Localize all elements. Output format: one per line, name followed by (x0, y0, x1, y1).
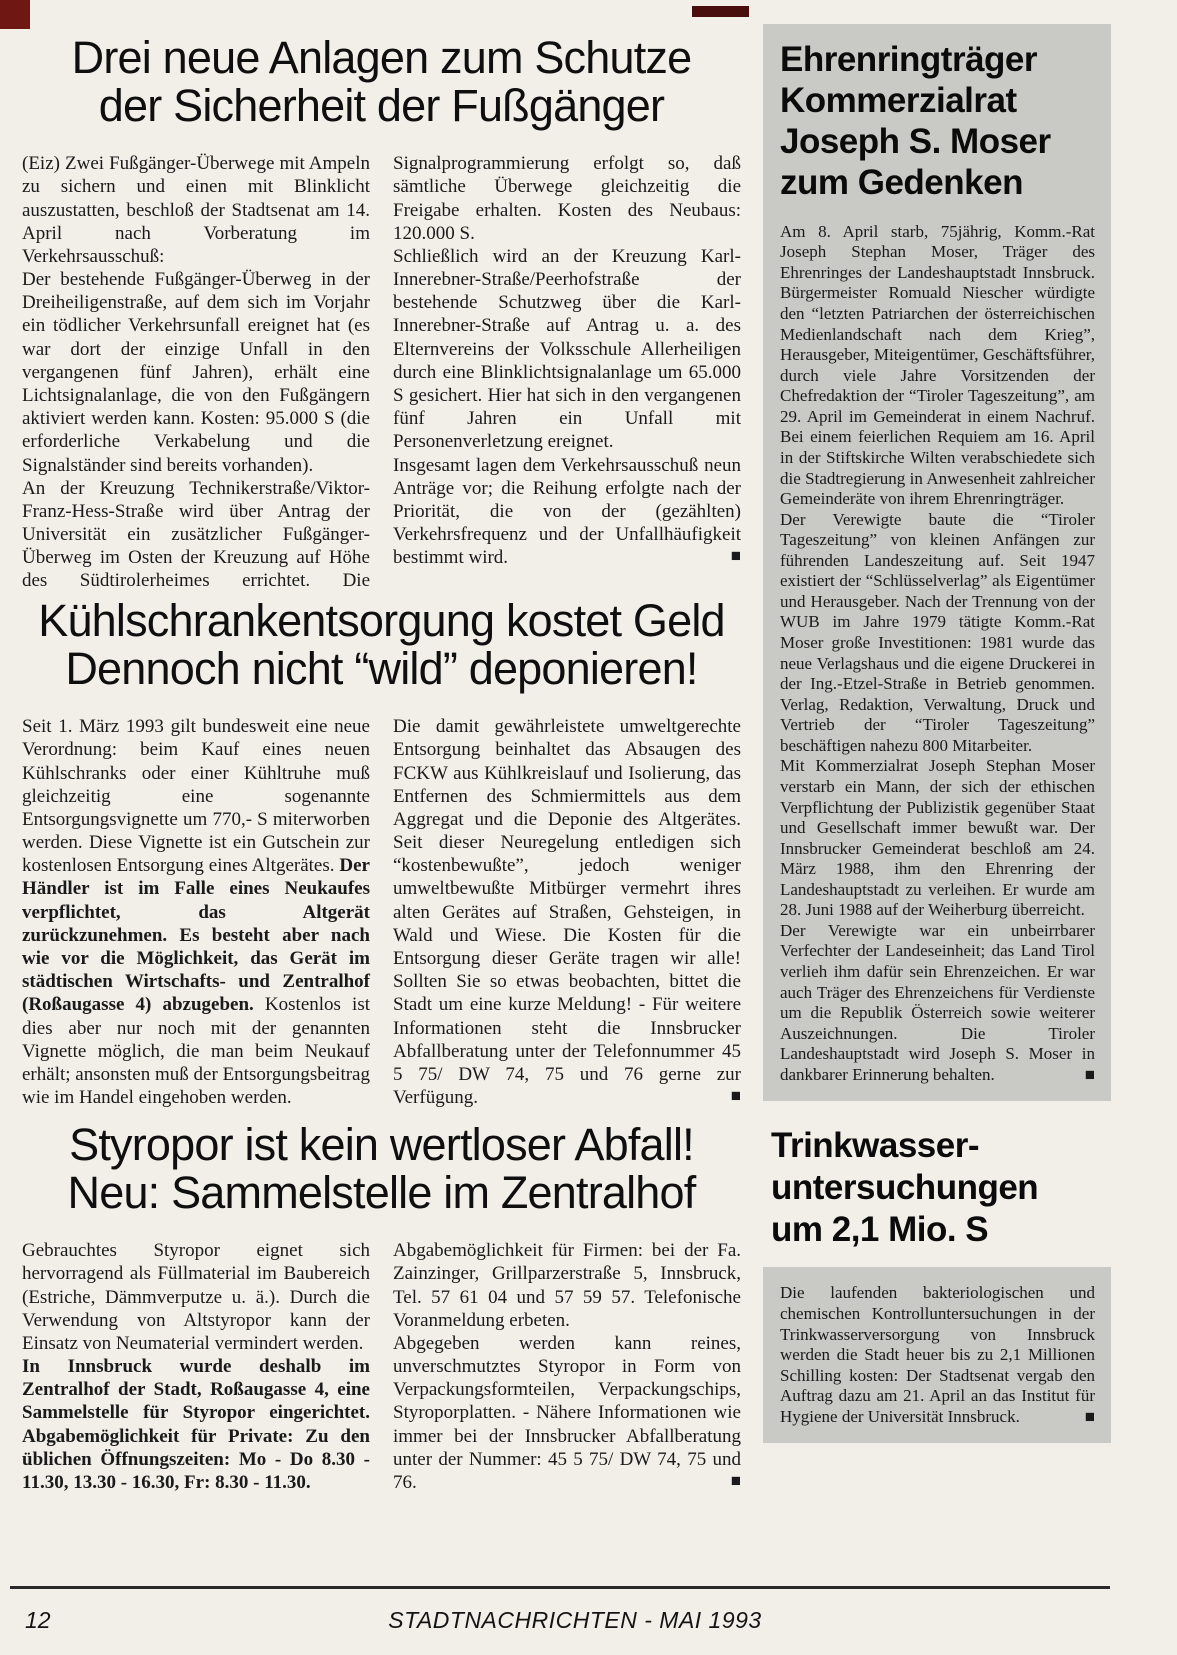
article-body (22, 715, 741, 1109)
journal-title-footer: STADTNACHRICHTEN - MAI 1993 (388, 1607, 762, 1633)
footer-rule (10, 1586, 1110, 1589)
paragraph: Die damit gewährleistete umweltgerechte Entsorgung beinhaltet das Absaugen des FCKW aus Kühlkreislauf und Isolierung, das Entfernen des Schmiermittels aus dem Aggregat und die Deponie des Altgerätes. Seit dieser Neuregelung entledigen sich “kostenbewußte”, jedoch weniger umweltbewußte Mitbürger vermehrt ihres alten Gerätes auf Straßen, Gehsteigen, in Wald und Wiese. Die Kosten für die Entsorgung dieser Geräte tragen wir alle! Sollten Sie so etwas beobachten, bittet die Stadt um eine kurze Meldung! - Für weitere Informationen steht die Innsbrucker Abfallberatung unter der Telefonnummer 45 5 75/ DW 74, 75 und 76 gerne zur Verfügung. ■ (393, 716, 741, 1109)
paragraph: Der Verewigte baute die “Tiroler Tageszeitung” von kleinen Anfängen zur führenden Landeszeitung auf. Seit 1947 existiert der “Schlüsselverlag” als Eigentümer und Herausgeber. Nach der Trennung von der WUB im Jahre 1979 tätigte Komm.-Rat Moser große Investitionen: 1981 wurde das neue Verlagshaus und die eigene Druckerei in der Ing.-Etzel-Straße in Betrieb genommen. Verlag, Redaktion, Verwaltung, Druck und Vertrieb der “Tiroler Tageszeitung” beschäftigen nahezu 800 Mitarbeiter. (780, 509, 1095, 755)
paragraph: Seit 1. März 1993 gilt bundesweit eine neue Verordnung: beim Kauf eines neuen Kühlschranks oder einer Kühltruhe muß gleichzeitig eine sogenannte Entsorgungsvignette um 770,- S miterworben werden. Diese Vignette ist ein Gutschein zur kostenlosen Entsorgung eines Altgerätes. Der Händler ist im Falle eines Neukaufes verpflichtet, das Altgerät zurückzunehmen. Es besteht aber nach wie vor die Möglichkeit, das Gerät im städtischen Wirtschafts- und Zentralhof (Roßaugasse 4) abzugeben. Kostenlos ist dies aber nur noch mit der genannten Vignette möglich, die man beim Neukauf erhält; ansonsten muß der Entsorgungsbeitrag wie im Handel eingehoben werden. (22, 716, 370, 1109)
article-title: Drei neue Anlagen zum Schutze der Sicherheit der Fußgänger (71, 32, 692, 132)
article-body (22, 1239, 741, 1494)
paragraph: Der bestehende Fußgänger-Überweg in der Dreiheiligenstraße, auf dem sich im Vorjahr ein tödlicher Verkehrsunfall ereignet hat (es war dort der einzige Unfall in den vergangenen fünf Jahren), erhält eine Lichtsignalanlage, die von den Fußgängern aktiviert werden kann. Kosten: 95.000 S (die erforderliche Verkabelung und die Signalständer sind bereits vorhanden). (22, 269, 370, 476)
sidebar-article-body (780, 222, 1095, 1086)
page-footer (10, 1603, 1140, 1643)
paragraph: Insgesamt lagen dem Verkehrsausschuß neun Anträge vor; die Reihung erfolgte nach der Priorität, die von der (gezählten) Verkehrsfrequenz und der Unfallhäufigkeit bestimmt wird. ■ (393, 454, 741, 569)
paragraph: Schließlich wird an der Kreuzung Karl-Innerebner-Straße/Peerhofstraße der bestehende Schutzweg über die Karl-Innerebner-Straße auf Antrag u. a. des Elternvereins der Volksschule Allerheiligen durch eine Blinklichtsignalanlage um 65.000 S gesichert. Hier hat sich in den vergangenen fünf Jahren ein Unfall mit Personenverletzung ereignet. (393, 245, 741, 453)
page-corner-print-mark (0, 0, 30, 29)
end-of-article-mark: ■ (1084, 1064, 1095, 1084)
paragraph: Abgegeben werden kann reines, unverschmutztes Styropor in Form von Verpackungsformteilen, Verpackungschips, Styroporplatten. - Nähere Informationen wie immer bei der Innsbrucker Abfallberatung unter der Nummer: 45 5 75/ DW 74, 75 und 76. ■ (393, 1332, 741, 1493)
paragraph: Mit Kommerzialrat Joseph Stephan Moser verstarb ein Mann, der sich der ethischen Verpflichtung der Publizistik gegenüber Staat und Gesellschaft immer bewußt war. Der Innsbrucker Gemeinderat beschloß am 24. März 1988, ihm den Ehrenring der Landeshauptstadt zu verleihen. Er wurde am 28. Juni 1988 auf der Weiherburg überreicht. (780, 756, 1095, 920)
end-of-article-mark: ■ (730, 546, 741, 566)
article-body (22, 152, 741, 592)
paragraph: Abgabemöglichkeit für Firmen: bei der Fa. Zainzinger, Grillparzerstraße 5, Innsbruck, Tel. 57 61 04 und 57 59 57. Telefonische Voranmeldung erbeten. (393, 1240, 741, 1331)
paragraph: In Innsbruck wurde deshalb im Zentralhof der Stadt, Roßaugasse 4, eine Sammelstelle für Styropor eingerichtet. Abgabemöglichkeit für Private: Zu den üblichen Öffnungszeiten: Mo - Do 8.30 - 11.30, 13.30 - 16.30, Fr: 8.30 - 11.30. (22, 1356, 370, 1493)
article-fridge-disposal (22, 597, 741, 1109)
top-print-mark (692, 6, 749, 17)
article-styrofoam-collection (22, 1121, 741, 1494)
sidebar (763, 24, 1111, 1443)
article-title: Styropor ist kein wertloser Abfall! Neu: Sammelstelle im Zentralhof (67, 1119, 696, 1219)
sidebar-article-body (780, 1283, 1095, 1427)
end-of-article-mark: ■ (1084, 1406, 1095, 1426)
paragraph: Der Verewigte war ein unbeirrbarer Verfechter der Landeseinheit; das Land Tirol verlieh ihm dafür sein Ehrenzeichen. Er war auch Träger des Ehrenzeichens für Verdienste um die Republik Österreich sowie weiterer Auszeichnungen. Die Tiroler Landeshauptstadt wird Joseph S. Moser in dankbarer Erinnerung behalten. ■ (780, 920, 1095, 1084)
sidebar-article-title: Ehrenringträger Kommerzialrat Joseph S. Moser zum Gedenken (780, 40, 1051, 202)
page-number: 12 (25, 1607, 51, 1633)
article-pedestrian-signals (22, 34, 741, 593)
end-of-article-mark: ■ (730, 1471, 741, 1490)
paragraph: Die laufenden bakteriologischen und chemischen Kontrolluntersuchungen in der Trinkwasserversorgung von Innsbruck werden die Stadt heuer bis zu 2,1 Millionen Schilling kosten: Der Stadtsenat vergab den Auftrag dazu am 21. April an das Institut für Hygiene der Universität Innsbruck. ■ (780, 1283, 1095, 1426)
paragraph: (Eiz) Zwei Fußgänger-Überwege mit Ampeln zu sichern und einen mit Blinklicht auszustatten, beschloß der Stadtsenat am 14. April nach Vorberatung im Verkehrsausschuß: (22, 153, 370, 267)
paragraph: An der Kreuzung Technikerstraße/Viktor-Franz-Hess-Straße wird über Antrag der Universität ein zusätzlicher Fußgänger-Überweg im Osten der Kreuzung auf Höhe des Südtirolerheimes errichtet. Die Signalprogrammierung erfolgt so, daß sämtliche Überwege gleichzeitig die Freigabe erhalten. Kosten des Neubaus: 120.000 S. (22, 153, 741, 592)
sidebar-article-moser-obituary (763, 24, 1111, 1101)
sidebar-article-water-tests (763, 1267, 1111, 1443)
article-title: Kühlschrankentsorgung kostet Geld Dennoch nicht “wild” deponieren! (38, 595, 725, 695)
end-of-article-mark: ■ (730, 1086, 741, 1106)
paragraph: Am 8. April starb, 75jährig, Komm.-Rat Joseph Stephan Moser, Träger des Ehrenringes der Landeshauptstadt Innsbruck. Bürgermeister Romuald Niescher würdigte den “letzten Patriarchen der österreichischen Medienlandschaft nach dem Krieg”, Herausgeber, Miteigentümer, Geschäftsführer, durch viele Jahre Vorsitzenden der Chefredaktion der “Tiroler Tageszeitung”, am 29. April im Gemeinderat in einem Nachruf. Bei einem feierlichen Requiem am 16. April in der Stiftskirche Wilten verabschiedete sich die Stadtregierung in Anwesenheit zahlreicher Gemeinderäte von ihrem Ehrenringträger. (780, 221, 1095, 509)
sidebar-article-title-water-tests: Trinkwasser- untersuchungen um 2,1 Mio. S (771, 1126, 1039, 1250)
paragraph: Gebrauchtes Styropor eignet sich hervorragend als Füllmaterial im Baubereich (Estriche, Dämmverputze u. ä.). Durch die Verwendung von Altstyropor kann der Einsatz von Neumaterial vermindert werden. (22, 1240, 370, 1354)
